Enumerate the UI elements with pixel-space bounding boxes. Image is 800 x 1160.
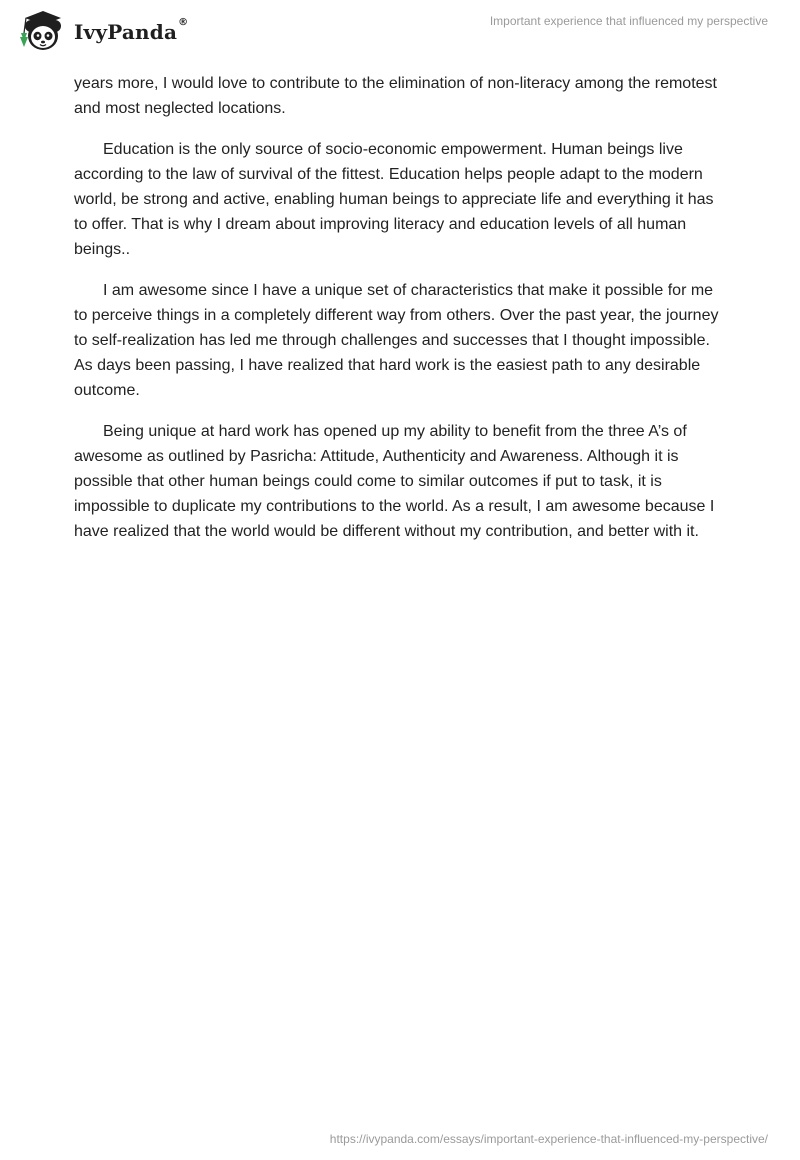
paragraph: Education is the only source of socio-economic empowerment. Human beings live according to the law of survival of the fittest. Education helps people adapt to the modern world, be strong and active, enabling human beings to appreciate life and everything it has to offer. That is why I dream about improving literacy and education levels of all human beings.. bbox=[74, 141, 714, 258]
registered-mark: ® bbox=[178, 17, 189, 28]
paragraph: years more, I would love to contribute to the elimination of non-literacy among the remotest and most neglected locations. bbox=[74, 75, 717, 117]
paragraph: Being unique at hard work has opened up my ability to benefit from the three A’s of awesome as outlined by Pasricha: Attitude, Authenticity and Awareness. Although it is possible that other human beings could come to similar outcomes if put to task, it is impossible to duplicate my contributions to the world. As a result, I am awesome because I have realized that the world would be different without my contribution, and better with it. bbox=[74, 423, 715, 540]
essay-body bbox=[74, 71, 728, 560]
panda-graduate-icon bbox=[14, 9, 70, 53]
running-header-title: Important experience that influenced my perspective bbox=[489, 14, 768, 28]
brand-logo[interactable] bbox=[14, 9, 188, 53]
source-url-link[interactable]: https://ivypanda.com/essays/important-experience-that-influenced-my-perspective/ bbox=[329, 1132, 768, 1146]
paragraph: I am awesome since I have a unique set of characteristics that make it possible for me to perceive things in a completely different way from others. Over the past year, the journey to self-realization has led me through challenges and successes that I thought impossible. As days been passing, I have realized that hard work is the easiest path to any desirable outcome. bbox=[74, 282, 719, 399]
brand-name: IvyPanda® bbox=[74, 17, 189, 44]
